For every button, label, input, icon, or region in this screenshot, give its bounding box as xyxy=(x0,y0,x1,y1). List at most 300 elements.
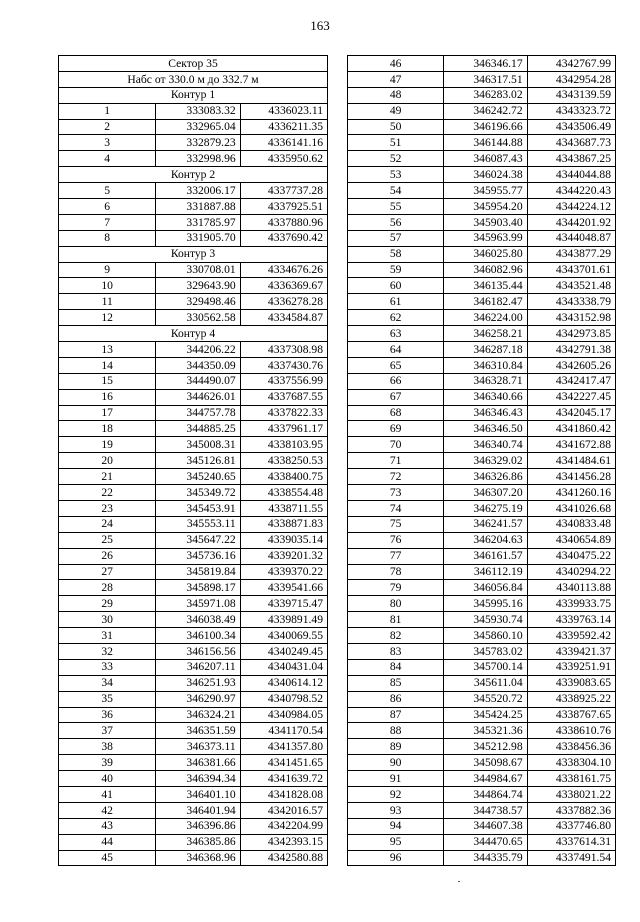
y-coordinate: 4338610.76 xyxy=(527,723,615,739)
x-coordinate: 346329.02 xyxy=(444,453,527,469)
x-coordinate: 346251.93 xyxy=(156,675,240,691)
x-coordinate: 345783.02 xyxy=(444,643,527,659)
x-coordinate: 345963.99 xyxy=(444,230,527,246)
point-number: 90 xyxy=(348,755,444,771)
x-coordinate: 329498.46 xyxy=(156,294,240,310)
point-number: 15 xyxy=(59,373,156,389)
x-coordinate: 330708.01 xyxy=(156,262,240,278)
point-number: 22 xyxy=(59,485,156,501)
x-coordinate: 344885.25 xyxy=(156,421,240,437)
y-coordinate: 4342767.99 xyxy=(527,56,615,72)
y-coordinate: 4337491.54 xyxy=(527,850,615,866)
x-coordinate: 344738.57 xyxy=(444,802,527,818)
x-coordinate: 346346.50 xyxy=(444,421,527,437)
x-coordinate: 345700.14 xyxy=(444,659,527,675)
coordinates-table-left xyxy=(58,55,328,866)
x-coordinate: 346112.19 xyxy=(444,564,527,580)
point-number: 51 xyxy=(348,135,444,151)
point-number: 62 xyxy=(348,310,444,326)
y-coordinate: 4337746.80 xyxy=(527,818,615,834)
y-coordinate: 4340614.12 xyxy=(240,675,327,691)
x-coordinate: 346204.63 xyxy=(444,532,527,548)
table-row xyxy=(59,151,328,167)
y-coordinate: 4342045.17 xyxy=(527,405,615,421)
table-row xyxy=(348,739,616,755)
point-number: 77 xyxy=(348,548,444,564)
table-row xyxy=(348,500,616,516)
x-coordinate: 346087.43 xyxy=(444,151,527,167)
table-row xyxy=(348,151,616,167)
x-coordinate: 332879.23 xyxy=(156,135,240,151)
table-row xyxy=(348,723,616,739)
point-number: 73 xyxy=(348,485,444,501)
y-coordinate: 4338103.95 xyxy=(240,437,327,453)
coordinates-table-right xyxy=(347,55,616,866)
table-row xyxy=(59,342,328,358)
y-coordinate: 4343687.73 xyxy=(527,135,615,151)
x-coordinate: 332998.96 xyxy=(156,151,240,167)
header-row-sector xyxy=(59,56,328,72)
point-number: 84 xyxy=(348,659,444,675)
table-row xyxy=(348,56,616,72)
x-coordinate: 344470.65 xyxy=(444,834,527,850)
point-number: 87 xyxy=(348,707,444,723)
point-number: 25 xyxy=(59,532,156,548)
table-row xyxy=(59,119,328,135)
table-row xyxy=(348,71,616,87)
point-number: 31 xyxy=(59,628,156,644)
x-coordinate: 332965.04 xyxy=(156,119,240,135)
table-row xyxy=(348,230,616,246)
table-row xyxy=(348,580,616,596)
x-coordinate: 346258.21 xyxy=(444,326,527,342)
y-coordinate: 4344044.88 xyxy=(527,167,615,183)
y-coordinate: 4342791.38 xyxy=(527,342,615,358)
y-coordinate: 4340798.52 xyxy=(240,691,327,707)
point-number: 42 xyxy=(59,802,156,818)
x-coordinate: 345930.74 xyxy=(444,612,527,628)
point-number: 67 xyxy=(348,389,444,405)
y-coordinate: 4343152.98 xyxy=(527,310,615,326)
point-number: 52 xyxy=(348,151,444,167)
table-row xyxy=(348,246,616,262)
x-coordinate: 346310.84 xyxy=(444,357,527,373)
table-row xyxy=(59,294,328,310)
y-coordinate: 4339715.47 xyxy=(240,596,327,612)
y-coordinate: 4337614.31 xyxy=(527,834,615,850)
y-coordinate: 4339421.37 xyxy=(527,643,615,659)
point-number: 54 xyxy=(348,183,444,199)
table-row xyxy=(348,786,616,802)
point-number: 85 xyxy=(348,675,444,691)
y-coordinate: 4341860.42 xyxy=(527,421,615,437)
table-row xyxy=(59,659,328,675)
point-number: 26 xyxy=(59,548,156,564)
point-number: 58 xyxy=(348,246,444,262)
y-coordinate: 4340654.89 xyxy=(527,532,615,548)
point-number: 95 xyxy=(348,834,444,850)
table-row xyxy=(348,691,616,707)
table-row xyxy=(348,596,616,612)
table-row xyxy=(59,596,328,612)
x-coordinate: 345971.08 xyxy=(156,596,240,612)
table-row xyxy=(348,516,616,532)
x-coordinate: 345321.36 xyxy=(444,723,527,739)
point-number: 69 xyxy=(348,421,444,437)
x-coordinate: 346275.19 xyxy=(444,500,527,516)
point-number: 16 xyxy=(59,389,156,405)
y-coordinate: 4337880.96 xyxy=(240,214,327,230)
x-coordinate: 345212.98 xyxy=(444,739,527,755)
point-number: 3 xyxy=(59,135,156,151)
y-coordinate: 4342016.57 xyxy=(240,802,327,818)
point-number: 75 xyxy=(348,516,444,532)
point-number: 24 xyxy=(59,516,156,532)
point-number: 40 xyxy=(59,771,156,787)
table-row xyxy=(348,87,616,103)
point-number: 10 xyxy=(59,278,156,294)
y-coordinate: 4343877.29 xyxy=(527,246,615,262)
x-coordinate: 346368.96 xyxy=(156,850,240,866)
contour-label: Контур 2 xyxy=(59,167,328,183)
y-coordinate: 4343338.79 xyxy=(527,294,615,310)
point-number: 9 xyxy=(59,262,156,278)
y-coordinate: 4344224.12 xyxy=(527,199,615,215)
y-coordinate: 4343521.48 xyxy=(527,278,615,294)
table-row xyxy=(59,310,328,326)
x-coordinate: 345240.65 xyxy=(156,469,240,485)
table-row xyxy=(59,516,328,532)
y-coordinate: 4340069.55 xyxy=(240,628,327,644)
table-row xyxy=(59,850,328,866)
x-coordinate: 345898.17 xyxy=(156,580,240,596)
y-coordinate: 4339891.49 xyxy=(240,612,327,628)
x-coordinate: 345995.16 xyxy=(444,596,527,612)
table-row xyxy=(348,357,616,373)
table-row xyxy=(59,278,328,294)
x-coordinate: 332006.17 xyxy=(156,183,240,199)
y-coordinate: 4342393.15 xyxy=(240,834,327,850)
table-row xyxy=(348,421,616,437)
table-row xyxy=(59,564,328,580)
x-coordinate: 345008.31 xyxy=(156,437,240,453)
x-coordinate: 344626.01 xyxy=(156,389,240,405)
table-row xyxy=(59,771,328,787)
point-number: 37 xyxy=(59,723,156,739)
y-coordinate: 4340833.48 xyxy=(527,516,615,532)
y-coordinate: 4343701.61 xyxy=(527,262,615,278)
point-number: 38 xyxy=(59,739,156,755)
table-row xyxy=(59,469,328,485)
y-coordinate: 4341639.72 xyxy=(240,771,327,787)
y-coordinate: 4335950.62 xyxy=(240,151,327,167)
table-row xyxy=(59,723,328,739)
point-number: 89 xyxy=(348,739,444,755)
point-number: 93 xyxy=(348,802,444,818)
table-row xyxy=(348,405,616,421)
x-coordinate: 346324.21 xyxy=(156,707,240,723)
table-row xyxy=(59,675,328,691)
table-row xyxy=(59,103,328,119)
table-row xyxy=(59,183,328,199)
table-row xyxy=(348,183,616,199)
x-coordinate: 344206.22 xyxy=(156,342,240,358)
x-coordinate: 331785.97 xyxy=(156,214,240,230)
table-row xyxy=(59,357,328,373)
table-row xyxy=(59,802,328,818)
table-row xyxy=(59,373,328,389)
y-coordinate: 4338871.83 xyxy=(240,516,327,532)
table-row xyxy=(59,548,328,564)
x-coordinate: 344864.74 xyxy=(444,786,527,802)
table-row xyxy=(348,818,616,834)
y-coordinate: 4339035.14 xyxy=(240,532,327,548)
table-row xyxy=(348,453,616,469)
y-coordinate: 4341451.65 xyxy=(240,755,327,771)
table-row xyxy=(59,199,328,215)
x-coordinate: 346287.18 xyxy=(444,342,527,358)
table-row xyxy=(59,135,328,151)
x-coordinate: 330562.58 xyxy=(156,310,240,326)
point-number: 55 xyxy=(348,199,444,215)
point-number: 64 xyxy=(348,342,444,358)
y-coordinate: 4342580.88 xyxy=(240,850,327,866)
table-row xyxy=(59,643,328,659)
point-number: 17 xyxy=(59,405,156,421)
elevation-range: Набс от 330.0 м до 332.7 м xyxy=(59,71,328,87)
point-number: 44 xyxy=(59,834,156,850)
point-number: 8 xyxy=(59,230,156,246)
table-row xyxy=(59,691,328,707)
y-coordinate: 4337961.17 xyxy=(240,421,327,437)
table-row xyxy=(348,437,616,453)
point-number: 41 xyxy=(59,786,156,802)
x-coordinate: 345349.72 xyxy=(156,485,240,501)
y-coordinate: 4338250.53 xyxy=(240,453,327,469)
sector-title: Сектор 35 xyxy=(59,56,328,72)
point-number: 49 xyxy=(348,103,444,119)
point-number: 33 xyxy=(59,659,156,675)
y-coordinate: 4339370.22 xyxy=(240,564,327,580)
point-number: 70 xyxy=(348,437,444,453)
table-row xyxy=(59,532,328,548)
point-number: 1 xyxy=(59,103,156,119)
header-row-range xyxy=(59,71,328,87)
point-number: 74 xyxy=(348,500,444,516)
x-coordinate: 345098.67 xyxy=(444,755,527,771)
x-coordinate: 346283.02 xyxy=(444,87,527,103)
point-number: 21 xyxy=(59,469,156,485)
x-coordinate: 345453.91 xyxy=(156,500,240,516)
x-coordinate: 346100.34 xyxy=(156,628,240,644)
contour-header-row xyxy=(59,246,328,262)
x-coordinate: 346290.97 xyxy=(156,691,240,707)
y-coordinate: 4337687.55 xyxy=(240,389,327,405)
y-coordinate: 4339251.91 xyxy=(527,659,615,675)
x-coordinate: 345611.04 xyxy=(444,675,527,691)
point-number: 71 xyxy=(348,453,444,469)
y-coordinate: 4338554.48 xyxy=(240,485,327,501)
x-coordinate: 344490.07 xyxy=(156,373,240,389)
y-coordinate: 4336211.35 xyxy=(240,119,327,135)
point-number: 32 xyxy=(59,643,156,659)
contour-header-row xyxy=(59,326,328,342)
y-coordinate: 4338711.55 xyxy=(240,500,327,516)
x-coordinate: 346082.96 xyxy=(444,262,527,278)
x-coordinate: 346144.88 xyxy=(444,135,527,151)
x-coordinate: 345860.10 xyxy=(444,628,527,644)
y-coordinate: 4344048.87 xyxy=(527,230,615,246)
y-coordinate: 4342605.26 xyxy=(527,357,615,373)
table-row xyxy=(348,294,616,310)
x-coordinate: 331887.88 xyxy=(156,199,240,215)
y-coordinate: 4340294.22 xyxy=(527,564,615,580)
x-coordinate: 345955.77 xyxy=(444,183,527,199)
x-coordinate: 333083.32 xyxy=(156,103,240,119)
page-number: 163 xyxy=(310,18,330,33)
y-coordinate: 4343139.59 xyxy=(527,87,615,103)
x-coordinate: 346135.44 xyxy=(444,278,527,294)
y-coordinate: 4339763.14 xyxy=(527,612,615,628)
y-coordinate: 4336023.11 xyxy=(240,103,327,119)
y-coordinate: 4344220.43 xyxy=(527,183,615,199)
y-coordinate: 4340249.45 xyxy=(240,643,327,659)
table-row xyxy=(348,135,616,151)
point-number: 66 xyxy=(348,373,444,389)
y-coordinate: 4338021.22 xyxy=(527,786,615,802)
table-row xyxy=(348,850,616,866)
x-coordinate: 346307.20 xyxy=(444,485,527,501)
point-number: 82 xyxy=(348,628,444,644)
y-coordinate: 4337737.28 xyxy=(240,183,327,199)
point-number: 35 xyxy=(59,691,156,707)
x-coordinate: 346381.66 xyxy=(156,755,240,771)
x-coordinate: 346328.71 xyxy=(444,373,527,389)
x-coordinate: 346396.86 xyxy=(156,818,240,834)
y-coordinate: 4343323.72 xyxy=(527,103,615,119)
table-row xyxy=(59,786,328,802)
table-row xyxy=(348,199,616,215)
x-coordinate: 344350.09 xyxy=(156,357,240,373)
table-row xyxy=(59,628,328,644)
y-coordinate: 4334584.87 xyxy=(240,310,327,326)
y-coordinate: 4343867.25 xyxy=(527,151,615,167)
table-row xyxy=(59,755,328,771)
x-coordinate: 346156.56 xyxy=(156,643,240,659)
table-row xyxy=(59,500,328,516)
table-row xyxy=(348,485,616,501)
point-number: 43 xyxy=(59,818,156,834)
y-coordinate: 4342417.47 xyxy=(527,373,615,389)
y-coordinate: 4340431.04 xyxy=(240,659,327,675)
x-coordinate: 344607.38 xyxy=(444,818,527,834)
point-number: 13 xyxy=(59,342,156,358)
x-coordinate: 346346.17 xyxy=(444,56,527,72)
x-coordinate: 345424.25 xyxy=(444,707,527,723)
table-row xyxy=(348,548,616,564)
y-coordinate: 4338767.65 xyxy=(527,707,615,723)
x-coordinate: 345553.11 xyxy=(156,516,240,532)
x-coordinate: 345736.16 xyxy=(156,548,240,564)
y-coordinate: 4338304.10 xyxy=(527,755,615,771)
point-number: 27 xyxy=(59,564,156,580)
x-coordinate: 346394.34 xyxy=(156,771,240,787)
point-number: 12 xyxy=(59,310,156,326)
x-coordinate: 345954.20 xyxy=(444,199,527,215)
table-row xyxy=(348,310,616,326)
point-number: 19 xyxy=(59,437,156,453)
point-number: 81 xyxy=(348,612,444,628)
x-coordinate: 346351.59 xyxy=(156,723,240,739)
y-coordinate: 4337308.98 xyxy=(240,342,327,358)
x-coordinate: 331905.70 xyxy=(156,230,240,246)
y-coordinate: 4339201.32 xyxy=(240,548,327,564)
table-row xyxy=(59,818,328,834)
y-coordinate: 4341828.08 xyxy=(240,786,327,802)
x-coordinate: 345903.40 xyxy=(444,214,527,230)
point-number: 65 xyxy=(348,357,444,373)
point-number: 48 xyxy=(348,87,444,103)
table-row xyxy=(348,564,616,580)
point-number: 20 xyxy=(59,453,156,469)
point-number: 80 xyxy=(348,596,444,612)
y-coordinate: 4339592.42 xyxy=(527,628,615,644)
y-coordinate: 4340113.88 xyxy=(527,580,615,596)
x-coordinate: 346401.10 xyxy=(156,786,240,802)
point-number: 2 xyxy=(59,119,156,135)
contour-header-row xyxy=(59,87,328,103)
y-coordinate: 4337430.76 xyxy=(240,357,327,373)
point-number: 45 xyxy=(59,850,156,866)
point-number: 78 xyxy=(348,564,444,580)
y-coordinate: 4341456.28 xyxy=(527,469,615,485)
table-row xyxy=(59,453,328,469)
x-coordinate: 346401.94 xyxy=(156,802,240,818)
point-number: 68 xyxy=(348,405,444,421)
point-number: 7 xyxy=(59,214,156,230)
point-number: 96 xyxy=(348,850,444,866)
y-coordinate: 4341484.61 xyxy=(527,453,615,469)
point-number: 36 xyxy=(59,707,156,723)
point-number: 4 xyxy=(59,151,156,167)
x-coordinate: 345647.22 xyxy=(156,532,240,548)
point-number: 29 xyxy=(59,596,156,612)
x-coordinate: 346340.74 xyxy=(444,437,527,453)
table-row xyxy=(59,485,328,501)
point-number: 46 xyxy=(348,56,444,72)
point-number: 86 xyxy=(348,691,444,707)
table-row xyxy=(348,167,616,183)
table-row xyxy=(348,469,616,485)
y-coordinate: 4338400.75 xyxy=(240,469,327,485)
table-row xyxy=(59,389,328,405)
table-row xyxy=(59,421,328,437)
point-number: 14 xyxy=(59,357,156,373)
table-row xyxy=(59,262,328,278)
point-number: 53 xyxy=(348,167,444,183)
y-coordinate: 4337882.36 xyxy=(527,802,615,818)
point-number: 63 xyxy=(348,326,444,342)
x-coordinate: 346373.11 xyxy=(156,739,240,755)
y-coordinate: 4338925.22 xyxy=(527,691,615,707)
y-coordinate: 4341026.68 xyxy=(527,500,615,516)
point-number: 59 xyxy=(348,262,444,278)
table-row xyxy=(59,437,328,453)
point-number: 76 xyxy=(348,532,444,548)
x-coordinate: 345819.84 xyxy=(156,564,240,580)
y-coordinate: 4336141.16 xyxy=(240,135,327,151)
point-number: 5 xyxy=(59,183,156,199)
